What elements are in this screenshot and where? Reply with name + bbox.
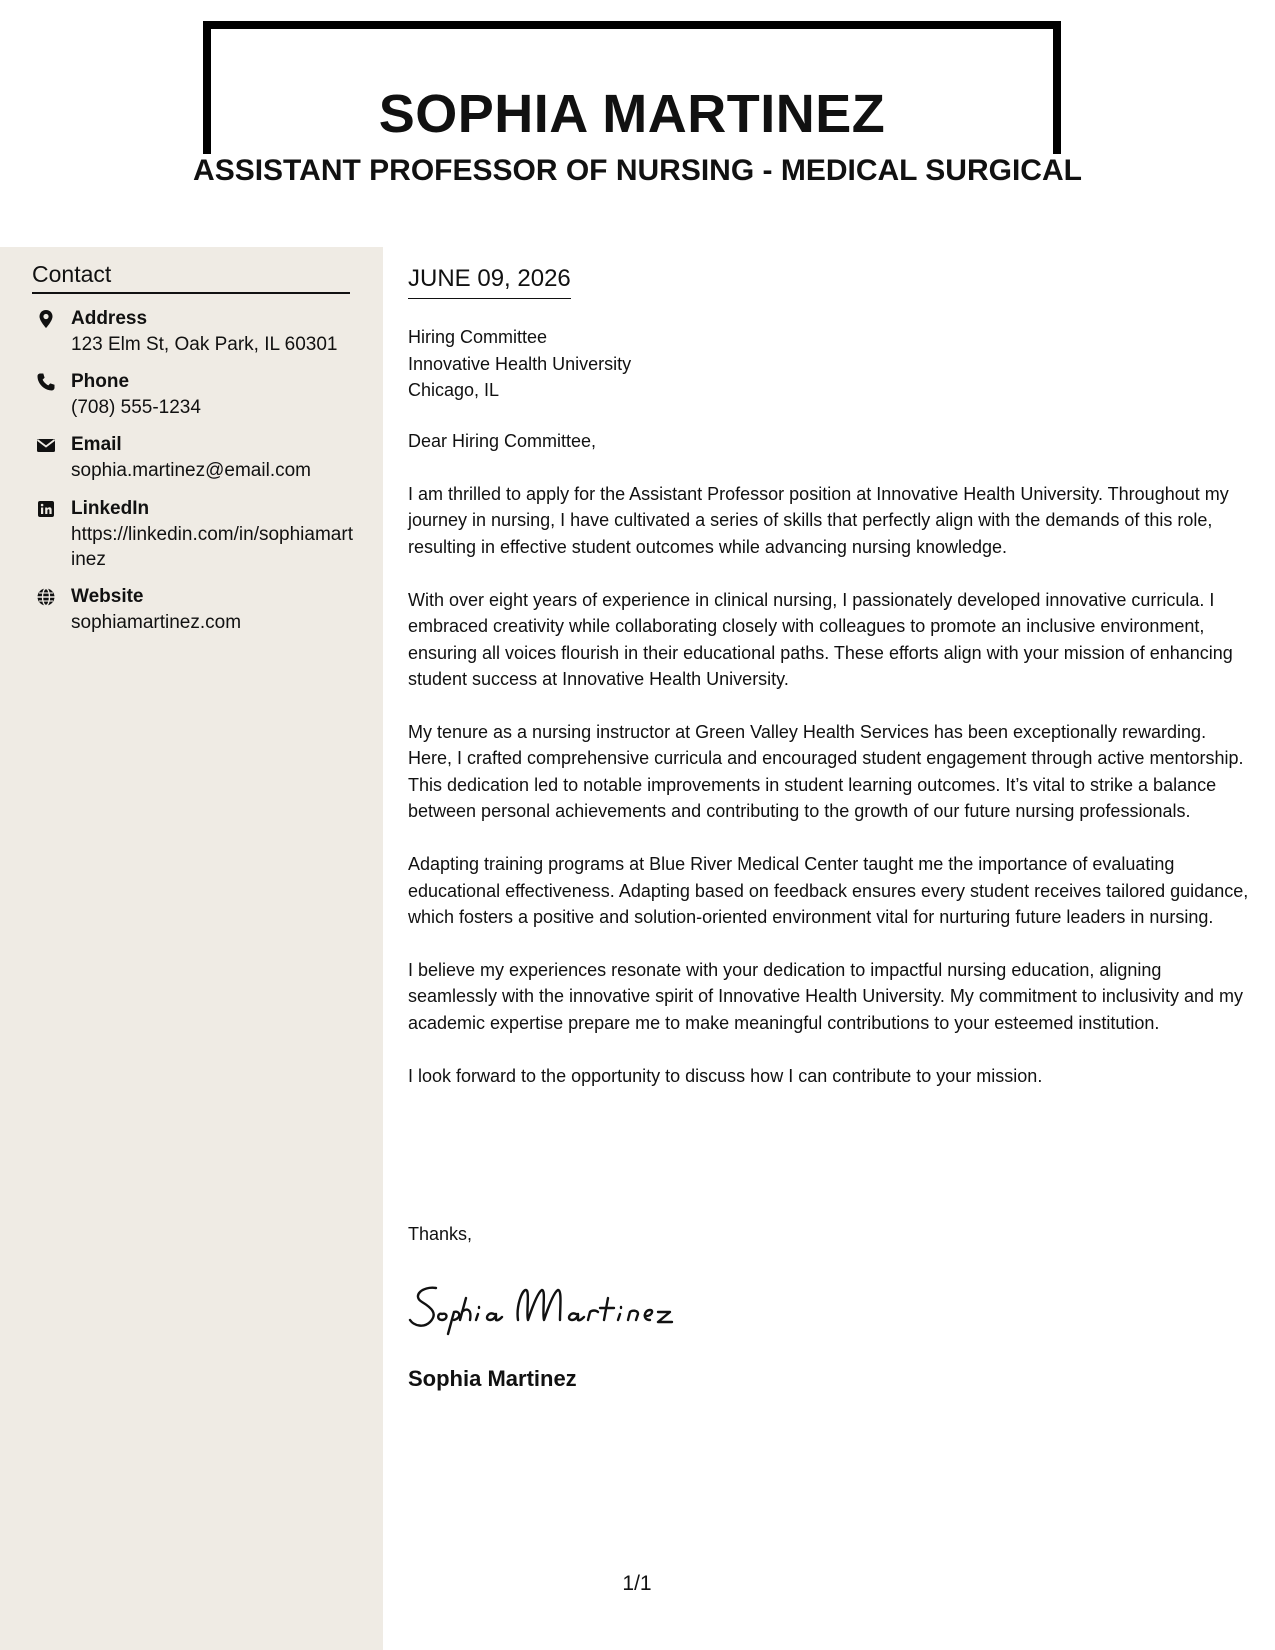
contact-label: Address xyxy=(71,308,148,329)
recipient-block xyxy=(408,324,631,404)
recipient-line: Hiring Committee xyxy=(408,327,548,347)
closing: Thanks, xyxy=(408,1224,473,1244)
contact-label: Email xyxy=(71,434,122,455)
contact-value: sophia.martinez@email.com xyxy=(71,460,311,481)
body-paragraph: My tenure as a nursing instructor at Green Valley Health Services has been exceptionally rewarding. Here, I crafted comprehensive curricula and encouraged student engagement through active mentorship. This dedication led to notable improvements in student learning outcomes. It’s vital to strike a balance between personal achievements and contributing to the growth of our future nursing professionals. xyxy=(408,722,1244,822)
contact-value: (708) 555-1234 xyxy=(71,397,201,418)
recipient-line: Chicago, IL xyxy=(408,380,500,400)
body-paragraph: I believe my experiences resonate with your dedication to impactful nursing education, aligning seamlessly with the innovative spirit of Innovative Health University. My commitment to inclusivity and my academic expertise prepare me to make meaningful contributions to your esteemed institution. xyxy=(408,960,1243,1033)
contact-label: LinkedIn xyxy=(71,498,150,519)
contact-label: Website xyxy=(71,586,144,607)
map-pin-icon xyxy=(36,309,56,329)
linkedin-icon xyxy=(36,499,56,519)
phone-icon xyxy=(36,372,56,392)
body-paragraph: With over eight years of experience in clinical nursing, I passionately developed innovative curricula. I embraced creativity while collaborating closely with colleagues to promote an inclusive environment, ensuring all voices flourish in their educational paths. These efforts align with your mission of enhancing student success at Innovative Health University. xyxy=(408,589,1233,690)
globe-icon xyxy=(36,587,56,607)
contact-value: sophiamartinez.com xyxy=(71,612,242,633)
letter-date: JUNE 09, 2026 xyxy=(408,266,571,299)
applicant-name: SOPHIA MARTINEZ xyxy=(378,84,886,144)
contact-heading: Contact xyxy=(32,262,350,294)
page-number: 1/1 xyxy=(622,1572,652,1595)
contact-value: https://linkedin.com/in/sophiamartinez xyxy=(71,524,353,570)
contact-label: Phone xyxy=(71,371,130,392)
salutation: Dear Hiring Committee, xyxy=(408,431,597,451)
envelope-icon xyxy=(36,435,56,455)
recipient-line: Innovative Health University xyxy=(408,353,632,374)
contact-value: 123 Elm St, Oak Park, IL 60301 xyxy=(71,334,338,355)
handwritten-signature xyxy=(408,1278,678,1343)
body-paragraph: I look forward to the opportunity to discuss how I can contribute to your mission. xyxy=(408,1065,1043,1086)
body-paragraph: Adapting training programs at Blue River Medical Center taught me the importance of evaluating educational effectiveness. Adapting based on feedback ensures every student receives tailored guidance, which fosters a positive and solution-oriented environment vital for nurturing future leaders in nursing. xyxy=(408,854,1249,928)
signer-name: Sophia Martinez xyxy=(408,1366,577,1391)
body-paragraph: I am thrilled to apply for the Assistant Professor position at Innovative Health University. Throughout my journey in nursing, I have cultivated a series of skills that perfectly align with the demands of this role, resulting in effective student outcomes while advancing nursing knowledge. xyxy=(408,484,1229,557)
letter-body xyxy=(408,428,1250,1116)
job-title: ASSISTANT PROFESSOR OF NURSING - MEDICAL SURGICAL xyxy=(193,154,1082,187)
name-frame xyxy=(203,21,1061,154)
